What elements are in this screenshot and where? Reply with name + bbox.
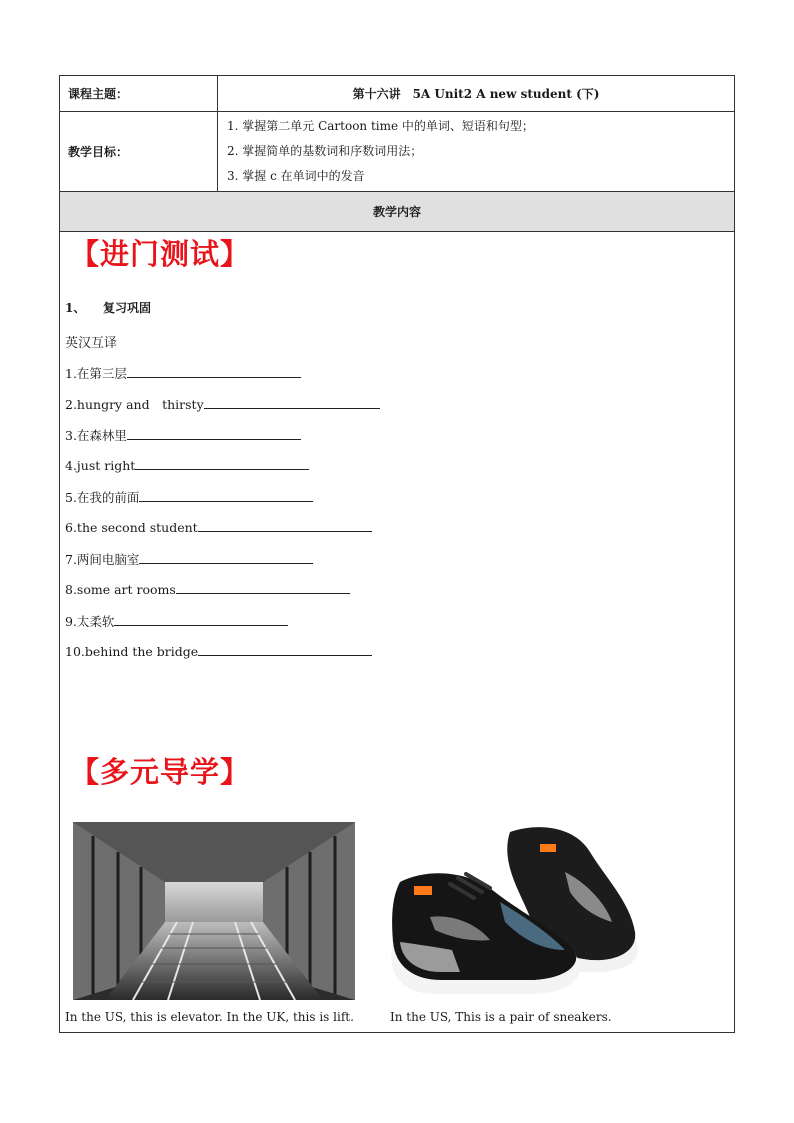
item-prompt: 10.behind the bridge — [65, 644, 199, 659]
worksheet-table — [59, 75, 735, 1033]
sneakers-photo — [390, 822, 640, 1000]
answer-blank[interactable] — [198, 519, 372, 532]
translation-item — [65, 488, 313, 506]
translation-item — [65, 364, 301, 382]
content-label: 教学内容 — [372, 205, 421, 219]
answer-blank[interactable] — [204, 396, 380, 409]
item-prompt: 1.在第三层 — [65, 366, 127, 381]
translation-item — [65, 550, 313, 568]
item-prompt: 9.太柔软 — [65, 614, 115, 629]
translation-item — [65, 395, 380, 413]
answer-blank[interactable] — [139, 489, 313, 502]
topic-label: 课程主题： — [60, 76, 218, 111]
goals-list — [218, 112, 734, 191]
answer-blank[interactable] — [135, 457, 309, 470]
translation-item — [65, 426, 301, 444]
translation-item — [65, 581, 350, 597]
answer-blank[interactable] — [114, 613, 288, 626]
goals-row — [60, 112, 734, 192]
topic-value: 第十六讲 5A Unit2 A new student (下) — [352, 87, 600, 101]
goal-item: 2. 掌握简单的基数词和序数词用法； — [227, 144, 423, 158]
section-number: 1、 — [65, 301, 86, 315]
item-prompt: 2.hungry and thirsty — [65, 397, 204, 412]
entry-test-banner: 【进门测试】 — [70, 237, 251, 271]
translation-item — [65, 643, 372, 659]
translation-item — [65, 612, 288, 630]
section-heading — [65, 299, 151, 316]
answer-blank[interactable] — [176, 581, 350, 594]
section-title: 复习巩固 — [103, 301, 152, 315]
item-prompt: 8.some art rooms — [65, 582, 176, 597]
item-prompt: 3.在森林里 — [65, 428, 127, 443]
translation-item — [65, 519, 372, 535]
answer-blank[interactable] — [139, 551, 313, 564]
item-prompt: 5.在我的前面 — [65, 490, 140, 505]
content-header-row — [60, 192, 734, 232]
sneakers-caption: In the US, This is a pair of sneakers. — [390, 1010, 612, 1024]
goal-item: 3. 掌握 c 在单词中的发音 — [227, 169, 365, 183]
answer-blank[interactable] — [198, 643, 372, 656]
elevator-caption: In the US, this is elevator. In the UK, this is lift. — [65, 1010, 354, 1024]
escalator-photo — [73, 822, 355, 1000]
goal-item: 1. 掌握第二单元 Cartoon time 中的单词、短语和句型； — [227, 119, 534, 133]
item-prompt: 7.两间电脑室 — [65, 552, 140, 567]
answer-blank[interactable] — [127, 427, 301, 440]
topic-row — [60, 76, 734, 112]
item-prompt: 4.just right — [65, 458, 136, 473]
item-prompt: 6.the second student — [65, 520, 198, 535]
answer-blank[interactable] — [127, 365, 301, 378]
goals-label: 教学目标： — [60, 112, 218, 191]
guided-learning-banner: 【多元导学】 — [70, 755, 251, 789]
translation-item — [65, 457, 309, 473]
translate-subheading: 英汉互译 — [65, 336, 118, 351]
